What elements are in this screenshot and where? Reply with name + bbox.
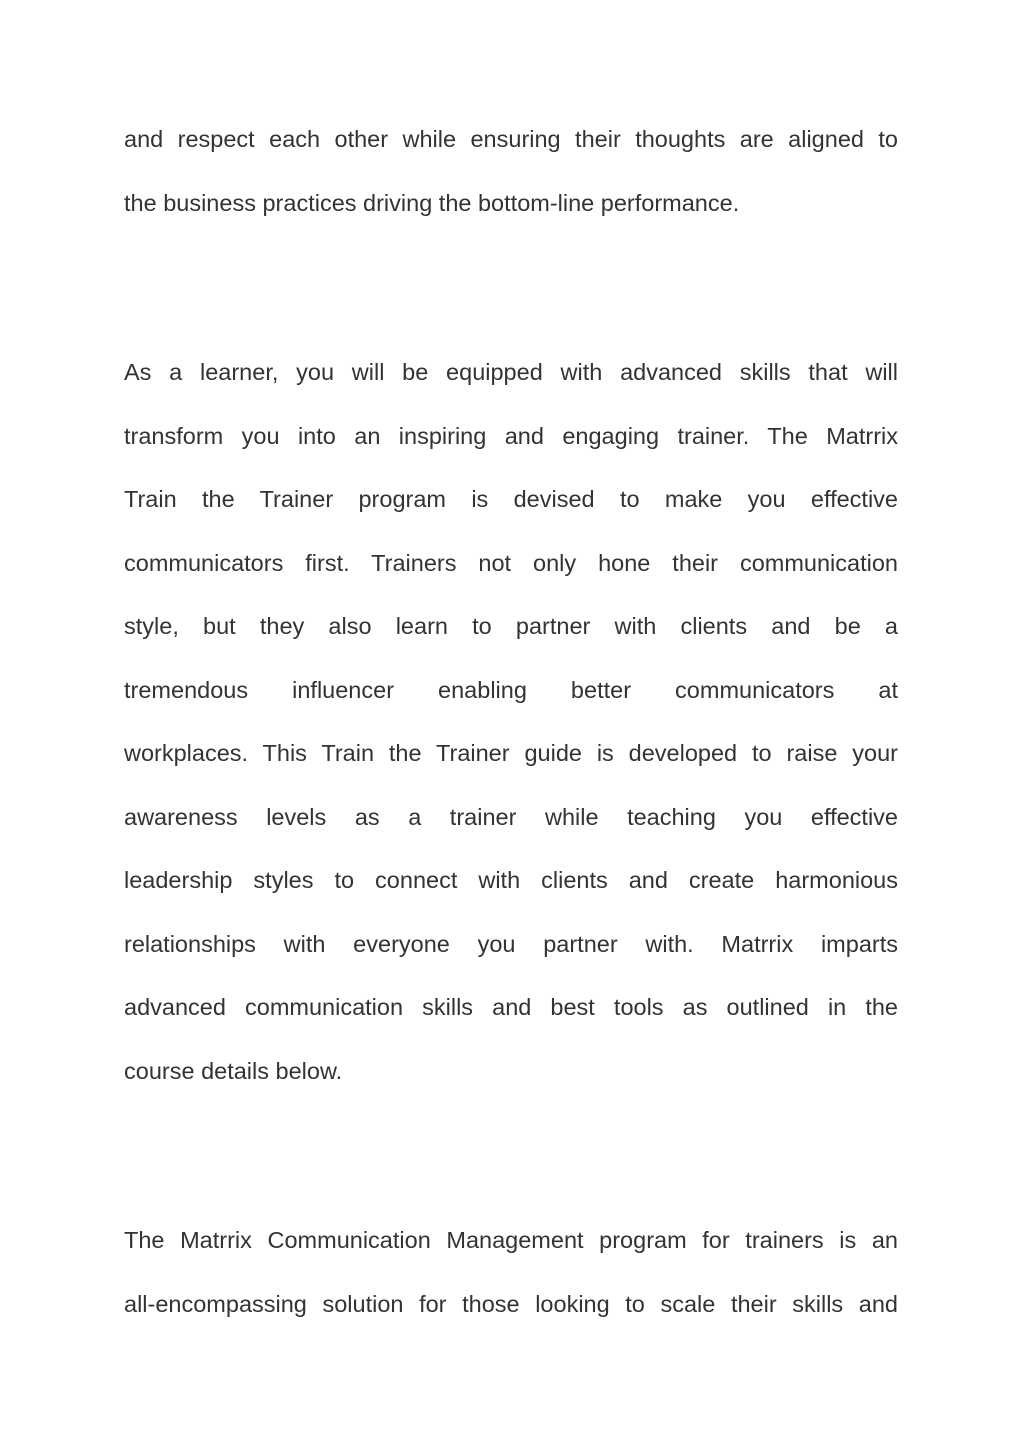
- text-line: Train the Trainer program is devised to make you effective: [124, 486, 898, 512]
- text-line: communicators first. Trainers not only hone their communication: [124, 549, 898, 576]
- text-line: leadership styles to connect with clients and create harmonious: [124, 867, 898, 893]
- text-line: course details below.: [124, 1057, 343, 1084]
- text-line: all-encompassing solution for those looking to scale their skills and: [124, 1290, 898, 1317]
- paragraph-2: [124, 341, 898, 1103]
- text-line: transform you into an inspiring and engaging trainer. The Matrrix: [124, 422, 898, 449]
- paragraph-1: [124, 108, 898, 235]
- paragraph-3: [124, 1209, 898, 1336]
- text-line: advanced communication skills and best tools as outlined in the: [124, 994, 898, 1020]
- text-line: and respect each other while ensuring their thoughts are aligned to: [124, 126, 898, 152]
- text-line: awareness levels as a trainer while teaching you effective: [124, 803, 898, 830]
- text-line: the business practices driving the bottom-line performance.: [124, 189, 740, 216]
- text-line: tremendous influencer enabling better communicators at: [124, 676, 898, 703]
- text-line: style, but they also learn to partner with clients and be a: [124, 613, 898, 639]
- text-line: The Matrrix Communication Management program for trainers is an: [124, 1227, 898, 1253]
- text-line: relationships with everyone you partner with. Matrrix imparts: [124, 930, 898, 957]
- text-line: As a learner, you will be equipped with advanced skills that will: [124, 359, 898, 385]
- text-line: workplaces. This Train the Trainer guide is developed to raise your: [124, 740, 898, 766]
